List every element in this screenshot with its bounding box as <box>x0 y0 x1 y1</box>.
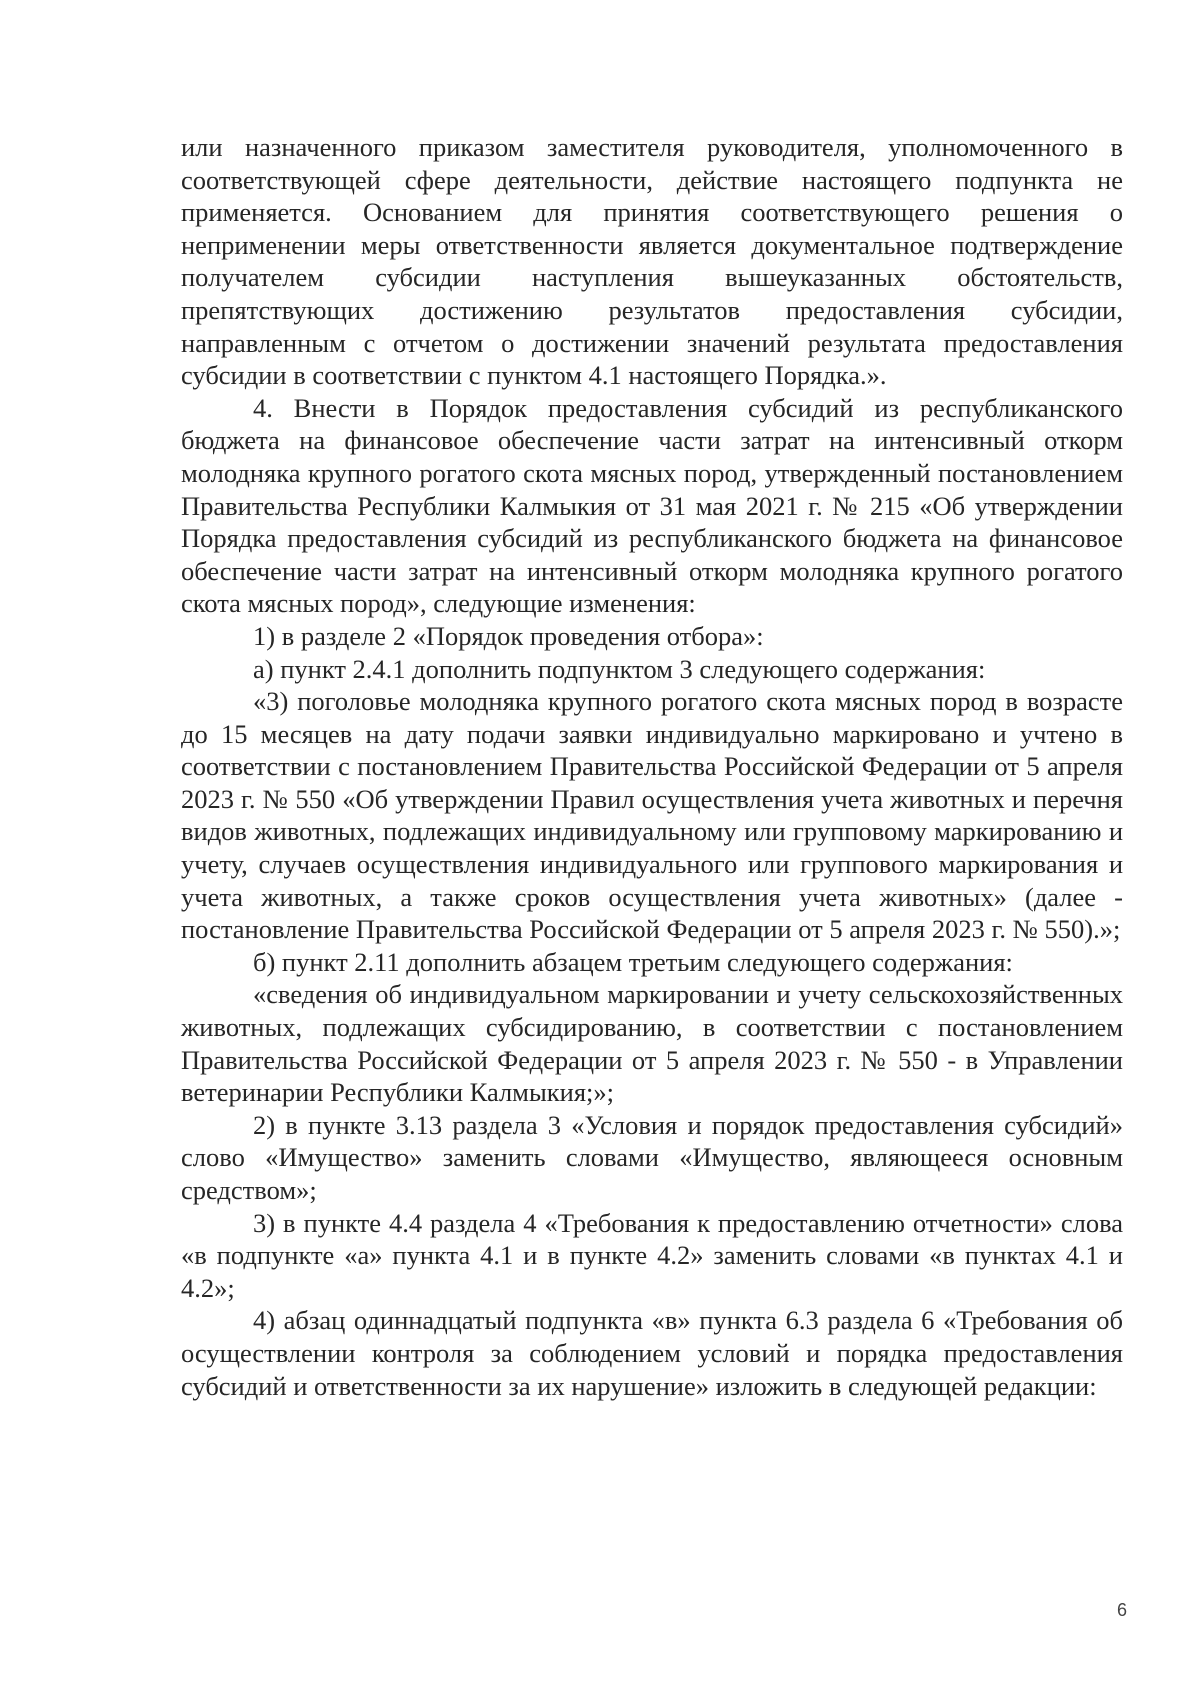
paragraph-subitem-3: 3) в пункте 4.4 раздела 4 «Требования к предоставлению отчетности» слова «в подпункте «а» пункта 4.1 и в пункте 4.2» заменить словами «в пунктах 4.1 и 4.2»; <box>181 1207 1123 1303</box>
paragraph-subitem-1: 1) в разделе 2 «Порядок проведения отбора»: <box>253 620 764 651</box>
paragraph-quote-3: «3) поголовье молодняка крупного рогатого скота мясных пород в возрасте до 15 месяцев на дату подачи заявки индивидуально маркировано и учтено в соответствии с постановлением Правительства Российской Федерации от 5 апреля 2023 г. № 550 «Об утверждении Правил осуществления учета животных и перечня видов животных, подлежащих индивидуальному или групповому маркированию и учету, случаев осуществления индивидуального или группового маркирования и учета животных, а также сроков осуществления учета животных» (далее - постановление Правительства Российской Федерации от 5 апреля 2023 г. № 550).»; <box>181 686 1123 945</box>
paragraph-continuation: или назначенного приказом заместителя руководителя, уполномоченного в соответствующей сфере деятельности, действие настоящего подпункта не применяется. Основанием для принятия соответствующего решения о неприменении меры ответственности является документальное подтверждение получателем субсидии наступления вышеуказанных обстоятельств, препятствующих достижению результатов предоставления субсидии, направленным с отчетом о достижении значений результата предоставления субсидии в соответствии с пунктом 4.1 настоящего Порядка.». <box>181 132 1123 391</box>
paragraph-subitem-4: 4) абзац одиннадцатый подпункта «в» пункта 6.3 раздела 6 «Требования об осуществлении контроля за соблюдением условий и порядка предоставления субсидий и ответственности за их нарушение» изложить в следующей редакции: <box>181 1305 1123 1401</box>
paragraph-subitem-a: а) пункт 2.4.1 дополнить подпунктом 3 следующего содержания: <box>253 653 986 684</box>
document-body <box>181 131 1123 1402</box>
paragraph-subitem-2: 2) в пункте 3.13 раздела 3 «Условия и порядок предоставления субсидий» слово «Имущество» заменить словами «Имущество, являющееся основным средством»; <box>181 1109 1123 1205</box>
page-number: 6 <box>1117 1600 1128 1620</box>
paragraph-quote-svedeniya: «сведения об индивидуальном маркировании и учету сельскохозяйственных животных, подлежащих субсидированию, в соответствии с постановлением Правительства Российской Федерации от 5 апреля 2023 г. № 550 - в Управлении ветеринарии Республики Калмыкия;»; <box>181 979 1123 1108</box>
paragraph-subitem-b: б) пункт 2.11 дополнить абзацем третьим следующего содержания: <box>253 946 1013 977</box>
paragraph-item-4: 4. Внести в Порядок предоставления субсидий из республиканского бюджета на финансовое обеспечение части затрат на интенсивный откорм молодняка крупного рогатого скота мясных пород, утвержденный постановлением Правительства Республики Калмыкия от 31 мая 2021 г. № 215 «Об утверждении Порядка предоставления субсидий из республиканского бюджета на финансовое обеспечение части затрат на интенсивный откорм молодняка крупного рогатого скота мясных пород», следующие изменения: <box>181 392 1123 619</box>
